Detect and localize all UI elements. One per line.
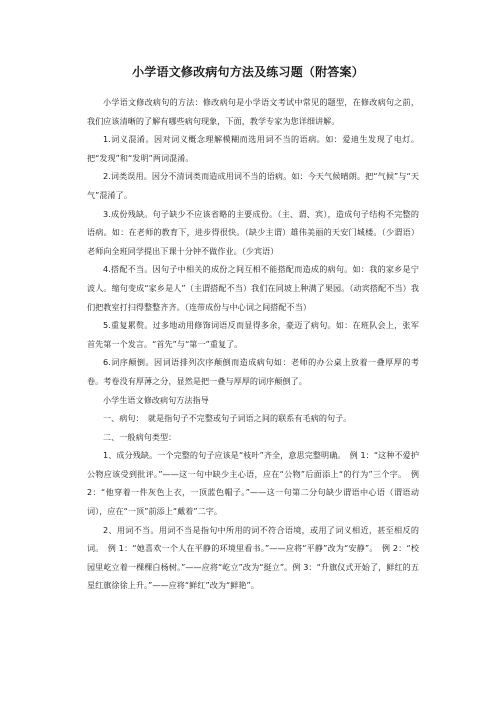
document-title: 小学语文修改病句方法及练习题（附答案） [132,65,364,79]
document-body [87,93,419,595]
paragraph-type-1: 1、成分残缺。一个完整的句子应该是“枝叶”齐全，意思完整明确。 例 1：“这种不爱护公物应该受到批评。”——这一句中缺少主心语，应在“公物”后面添上“的行为”三个字。 例 2：“他穿着一件灰色上衣，一顶蓝色帽子。”——这一句第二分句缺少谓语中心语（谓语动词），应在“一顶”前添上“戴着”二字。 [87,450,419,517]
paragraph-intro: 小学语文修改病句的方法：修改病句是小学语文考试中常见的题型，在修改病句之前，我们应该清晰的了解有哪些病句现象，下面，教学专家为您详细讲解。 [87,97,419,126]
paragraph-definition: 一、病句： 就是指句子不完整或句子词语之间的联系有毛病的句子。 [103,413,352,424]
paragraph-types-heading: 二、一般病句类型： [103,431,177,442]
paragraph-item-2: 2.词类误用。因分不清词类而造成用词不当的语病。如：今天气候晴朗。把“气候”与“天气”混淆了。 [87,171,419,200]
paragraph-item-4: 4.搭配不当。因句子中相关的成份之间互相不能搭配而造成的病句。如：我的家乡是宁波人。缩句变成“家乡是人”（主谓搭配不当）我们在同坡上种满了果园。（动宾搭配不当）我们把教室打扫得整整齐齐。（连带成份与中心词之间搭配不当） [87,264,419,312]
paragraph-item-5: 5.重复累赘。过多地动用修饰词语反而显得多余，豪迈了病句。如：在班队会上，张军首先第一个发言。“首先”与“第一”重复了。 [87,320,419,349]
paragraph-type-2: 2、用词不当。用词不当是指句中所用的词不符合语境，或用了词义相近，甚至相反的词。 例 1：“她喜欢一个人在平静的环境里看书。”——应将“平静”改为“安静”。 例 2：“校园里屹立着一棵棵白杨树。”——应将“屹立”改为“挺立”。例 3：“升旗仪式开始了，鲜红的五星红旗徐徐上升。”——应将“鲜红”改为“鲜艳”。 [87,524,419,591]
paragraph-item-3: 3.成份残缺。句子缺少不应该省略的主要成份。（主、谓、宾），造成句子结构不完整的语病。如：在老师的教育下，进步得很快。（缺少主谓）雄伟美丽的天安门城楼。（少谓语）老师向全班同学提出下课十分钟不做作业。（少宾语） [87,208,419,256]
paragraph-item-6: 6.词序颠倒。因词语排列次序颠倒而造成病句如：老师的办公桌上放着一叠厚厚的考卷。考卷没有厚薄之分，显然是把一叠与厚厚的词序颠倒了。 [87,357,419,386]
section-heading: 小学生语文修改病句方法指导 [103,394,209,405]
paragraph-item-1: 1.词义混淆。因对词义概念理解模糊而选用词不当的语病。如：爱迪生发现了电灯。把“发现”和“发明”两词混淆。 [87,134,419,163]
